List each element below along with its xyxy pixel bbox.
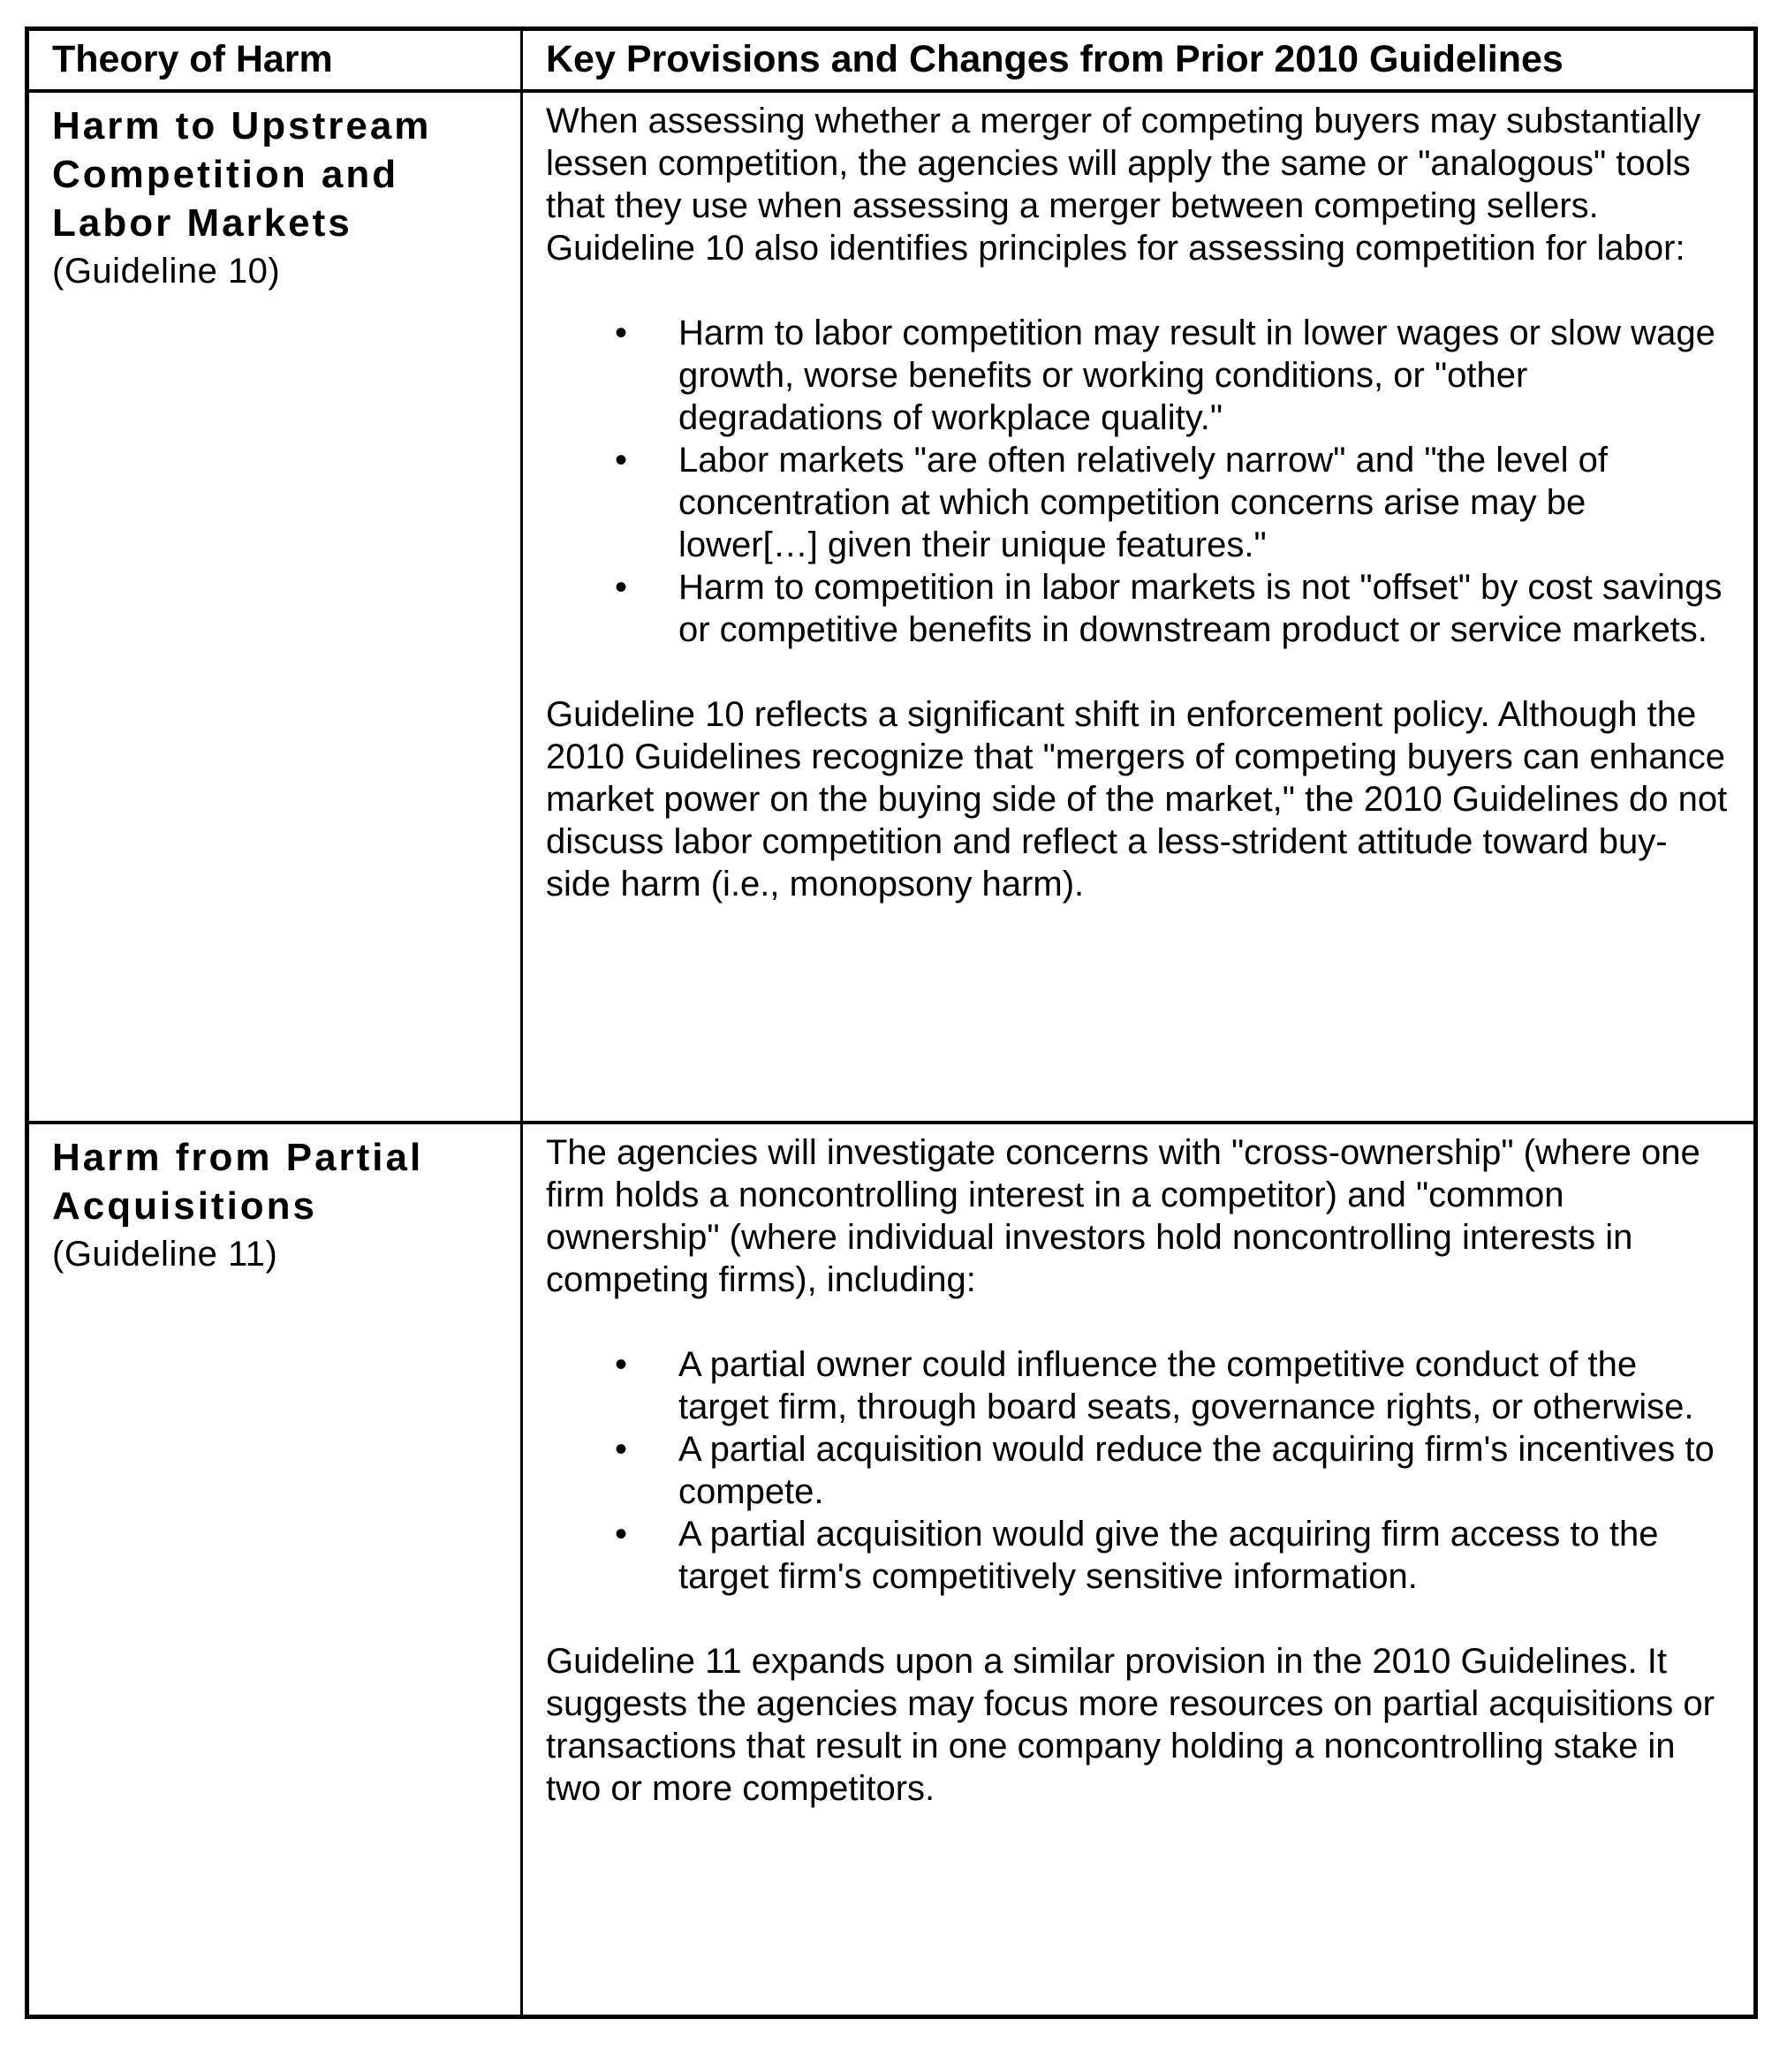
bullet-icon: • [615, 1430, 628, 1469]
bullet-icon: • [615, 441, 628, 480]
bullet-icon: • [615, 314, 628, 352]
bullet-item [546, 566, 1730, 651]
theory-cell-guideline-11 [27, 1123, 522, 2016]
row-guideline-11 [27, 1123, 1756, 2016]
intro-paragraph-guideline-11: The agencies will investigate concerns with "cross-ownership" (where one firm holds a noncontrolling interest in a competitor) and "common ownership" (where individual investors hold noncontrolling interests in competing firms), including: [546, 1133, 1700, 1299]
guidelines-comparison-table [25, 26, 1758, 2019]
bullet-item [546, 1428, 1730, 1513]
bullet-text: A partial owner could influence the competitive conduct of the target firm, through board seats, governance rights, or otherwise. [678, 1345, 1694, 1426]
closing-paragraph-guideline-11: Guideline 11 expands upon a similar provision in the 2010 Guidelines. It suggests the agencies may focus more resources on partial acquisitions or transactions that result in one company holding a noncontrolling stake in two or more competitors. [546, 1642, 1715, 1808]
bullet-list-guideline-10 [546, 312, 1730, 651]
bullet-item [546, 1513, 1730, 1598]
header-row [27, 29, 1756, 92]
guideline-ref-11: (Guideline 11) [52, 1235, 278, 1274]
closing-paragraph-guideline-10: Guideline 10 reflects a significant shift in enforcement policy. Although the 2010 Guidelines recognize that "mergers of competing buyers can enhance market power on the buying side of the market," the 2010 Guidelines do not discuss labor competition and reflect a less-strident attitude toward buy-side harm (i.e., monopsony harm). [546, 695, 1728, 904]
guideline-ref-10: (Guideline 10) [52, 252, 281, 291]
bullet-text: A partial acquisition would reduce the acquiring firm's incentives to compete. [678, 1430, 1715, 1511]
theory-cell-guideline-10 [27, 91, 522, 1123]
provisions-cell-guideline-11 [522, 1123, 1756, 2016]
header-key-provisions: Key Provisions and Changes from Prior 2010 Guidelines [522, 29, 1756, 92]
bullet-item [546, 312, 1730, 439]
provisions-cell-guideline-10 [522, 91, 1756, 1123]
bullet-icon: • [615, 1345, 628, 1384]
bullet-item [546, 1343, 1730, 1428]
bullet-item [546, 439, 1730, 566]
theory-title-guideline-11: Harm from Partial Acquisitions [52, 1136, 424, 1228]
bullet-icon: • [615, 568, 628, 607]
theory-title-guideline-10: Harm to Upstream Competition and Labor Markets [52, 104, 432, 245]
intro-paragraph-guideline-10: When assessing whether a merger of competing buyers may substantially lessen competition, the agencies will apply the same or "analogous" tools that they use when assessing a merger between competing sellers. Guideline 10 also identifies principles for assessing competition for labor: [546, 102, 1701, 268]
bullet-text: Harm to competition in labor markets is not "offset" by cost savings or competitive benefits in downstream product or service markets. [678, 568, 1723, 649]
bullet-text: A partial acquisition would give the acquiring firm access to the target firm's competitively sensitive information. [678, 1515, 1659, 1596]
bullet-list-guideline-11 [546, 1343, 1730, 1598]
bullet-icon: • [615, 1515, 628, 1554]
bullet-text: Labor markets "are often relatively narrow" and "the level of concentration at which competition concerns arise may be lower[…] given their unique features." [678, 441, 1609, 564]
bullet-text: Harm to labor competition may result in lower wages or slow wage growth, worse benefits or working conditions, or "other degradations of workplace quality." [678, 314, 1715, 437]
row-guideline-10 [27, 91, 1756, 1123]
header-theory-of-harm: Theory of Harm [27, 29, 522, 92]
